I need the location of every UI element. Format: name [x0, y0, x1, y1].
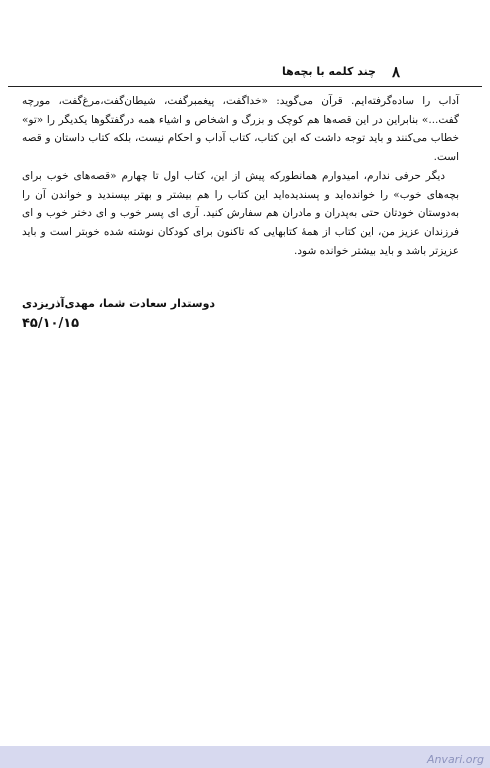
running-title: چند کلمه با بچه‌ها — [282, 65, 376, 78]
header-rule — [8, 86, 482, 87]
watermark-text: Anvari.org — [426, 753, 484, 766]
signature-date: ۴۵/۱۰/۱۵ — [22, 316, 80, 331]
paragraph-1: آداب را ساده‌گرفته‌ایم. قرآن می‌گوید: «خداگفت، پیغمبرگفت، شیطان‌گفت،مرغ‌گفت، مورچه گفت...» بنابراین در این قصه‌ها هم کوچک و بزرگ و اشخاص و اشیاء همه درگفتگوها یکدیگر را «تو» خطاب می‌کنند و باید توجه داشت که این کتاب، کتاب آداب و احکام نیست، بلکه کتاب داستان و قصه است. — [22, 95, 459, 164]
author-signature: دوستدار سعادت شما، مهدی‌آذریزدی — [22, 297, 216, 310]
body-text — [22, 92, 459, 260]
footer-band — [0, 746, 490, 768]
page-number: ۸ — [391, 63, 400, 81]
paragraph-2: دیگر حرفی ندارم، امیدوارم همانطورکه پیش از این، کتاب اول تا چهارم «قصه‌های خوب برای بچه‌های خوب» را خوانده‌اید و پسندیده‌اید این کتاب را هم بیشتر و بهتر بپسندید و خواندن آن را به‌دوستان خودتان حتی به‌پدران و مادران هم سفارش کنید. آری ای پسر خوب و ای دختر خوب و ای فرزندان عزیز من، این کتاب از همهٔ کتابهایی که تاکنون برای کودکان نوشته شده خوبتر است و باید عزیزتر باشد و باید بیشتر خوانده شود. — [22, 169, 459, 257]
page-header — [8, 60, 482, 84]
